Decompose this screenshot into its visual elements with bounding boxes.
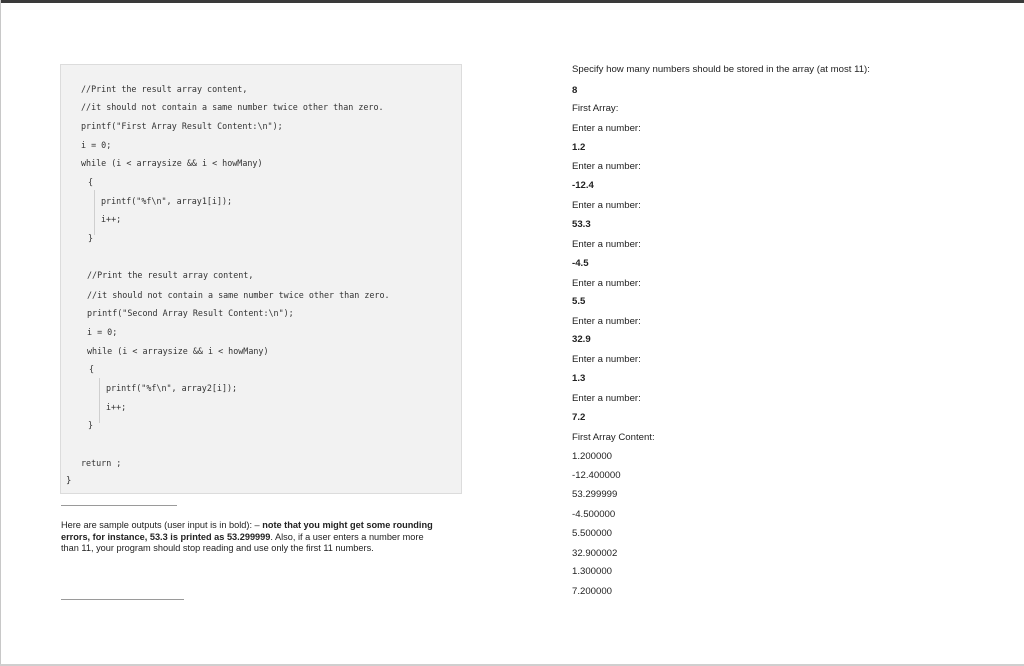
output-line: Enter a number:: [572, 354, 641, 365]
code-line: //it should not contain a same number twice other than zero.: [81, 102, 384, 112]
code-line: i = 0;: [81, 140, 112, 150]
code-line: {: [89, 364, 95, 374]
code-line: printf("Second Array Result Content:\n");: [87, 308, 294, 318]
output-line: 1.300000: [572, 566, 613, 577]
code-line: //Print the result array content,: [87, 270, 254, 280]
separator-line-bottom: [61, 599, 184, 600]
note-rest: . Also, if a user enters a number more than 11, your program should stop reading and use only the first 11 numbers.: [61, 531, 424, 554]
code-line: i++;: [106, 402, 127, 412]
code-line: printf("%f\n", array2[i]);: [106, 383, 238, 393]
user-input-line: 1.2: [572, 142, 586, 153]
code-line: printf("%f\n", array1[i]);: [101, 196, 233, 206]
output-line: Enter a number:: [572, 316, 641, 327]
code-line: {: [88, 177, 94, 187]
note-bold: note that you might get some rounding errors, for instance, 53.3 is printed as 53.299999: [61, 520, 433, 542]
code-line: while (i < arraysize && i < howMany): [87, 346, 269, 356]
output-line: -12.400000: [572, 470, 621, 481]
user-input-line: 8: [572, 85, 578, 96]
code-line: }: [88, 420, 94, 430]
indent-guide: [94, 190, 95, 235]
output-line: Enter a number:: [572, 278, 641, 289]
output-line: 1.200000: [572, 451, 613, 462]
output-line: 7.200000: [572, 586, 613, 597]
output-line: Specify how many numbers should be stored in the array (at most 11):: [572, 64, 870, 75]
output-line: First Array:: [572, 103, 619, 114]
output-line: First Array Content:: [572, 432, 655, 443]
indent-guide: [99, 378, 100, 423]
user-input-line: 1.3: [572, 373, 586, 384]
output-line: Enter a number:: [572, 123, 641, 134]
separator-line: [61, 505, 177, 506]
page-left-edge: [0, 0, 1, 666]
user-input-line: 32.9: [572, 334, 591, 345]
output-line: Enter a number:: [572, 239, 641, 250]
closing-brace: }: [66, 476, 72, 486]
user-input-line: 5.5: [572, 296, 586, 307]
output-line: 53.299999: [572, 489, 618, 500]
output-line: Enter a number:: [572, 393, 641, 404]
note-intro: Here are sample outputs (user input is in bold): –: [61, 520, 263, 530]
user-input-line: 7.2: [572, 412, 586, 423]
code-line: i = 0;: [87, 327, 118, 337]
output-line: Enter a number:: [572, 161, 641, 172]
user-input-line: -12.4: [572, 180, 594, 191]
code-line: return ;: [81, 458, 122, 468]
output-line: 5.500000: [572, 528, 613, 539]
sample-output-note: [61, 520, 441, 555]
code-line: i++;: [101, 214, 122, 224]
code-line: printf("First Array Result Content:\n");: [81, 121, 283, 131]
output-line: Enter a number:: [572, 200, 641, 211]
user-input-line: 53.3: [572, 219, 591, 230]
output-line: 32.900002: [572, 548, 618, 559]
code-line: //it should not contain a same number twice other than zero.: [87, 290, 390, 300]
window-top-border: [0, 0, 1024, 3]
user-input-line: -4.5: [572, 258, 589, 269]
code-line: }: [88, 233, 94, 243]
output-line: -4.500000: [572, 509, 616, 520]
code-line: while (i < arraysize && i < howMany): [81, 158, 263, 168]
code-line: //Print the result array content,: [81, 84, 248, 94]
